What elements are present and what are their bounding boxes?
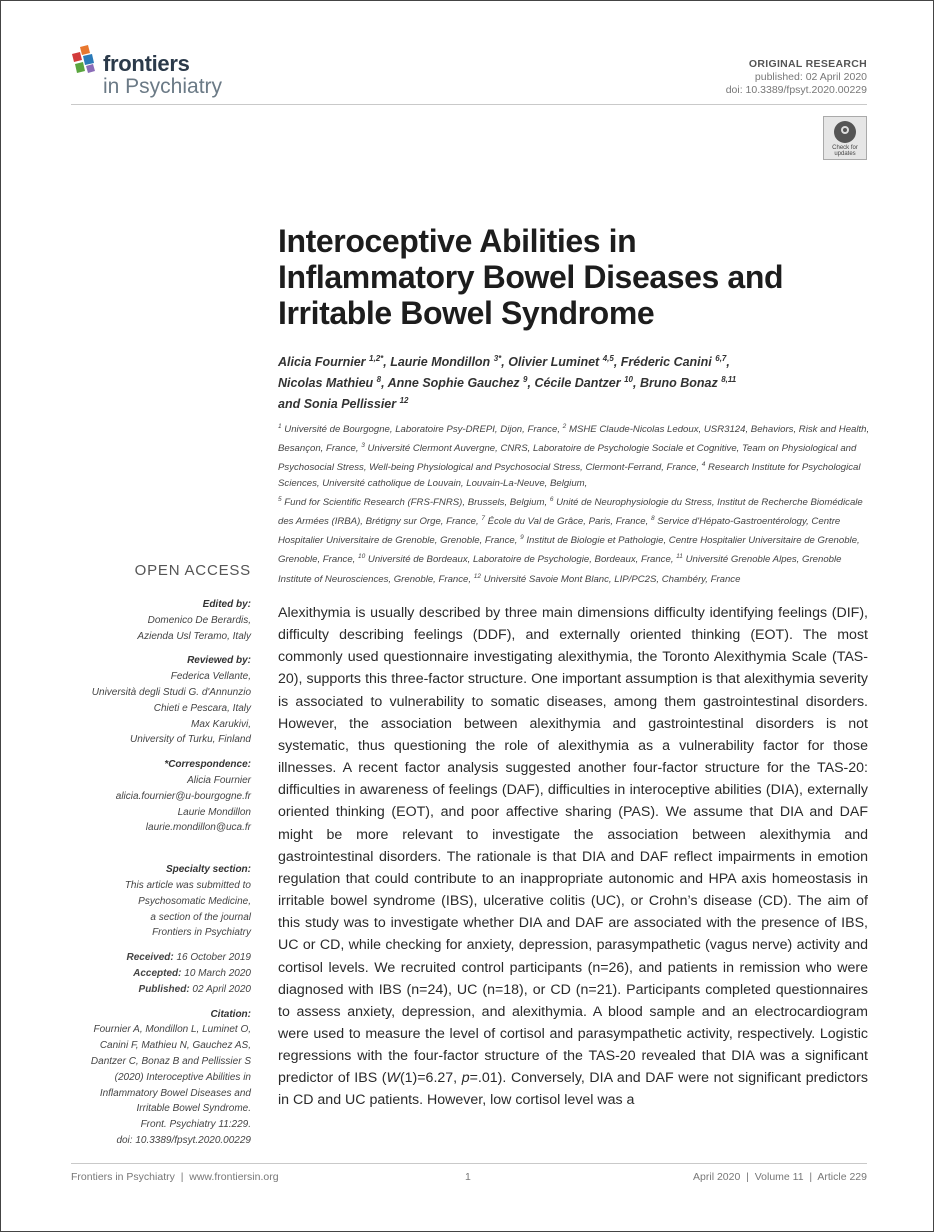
specialty-section-block (61, 862, 251, 941)
check-updates-label: Check for updates (832, 145, 858, 157)
editor-affiliation: Azienda Usl Teramo, Italy (137, 630, 251, 642)
title-line: Irritable Bowel Syndrome (278, 295, 655, 331)
correspondent-name: Alicia Fournier (187, 774, 251, 786)
footer-journal-site[interactable]: Frontiers in Psychiatry | www.frontiersin.org (71, 1171, 279, 1183)
citation-text: Front. Psychiatry 11:229. (140, 1119, 251, 1131)
citation-doi-link[interactable]: doi: 10.3389/fpsyt.2020.00229 (116, 1134, 251, 1146)
author[interactable]: Fréderic Canini $^{6,7}$, (620, 354, 730, 370)
citation-label: Citation: (210, 1008, 251, 1020)
citation-text: (2020) Interoceptive Abilities in (114, 1071, 251, 1083)
journal-logo[interactable] (71, 43, 271, 101)
reviewer-affiliation: Chieti e Pescara, Italy (153, 702, 251, 714)
reviewed-by-label: Reviewed by: (187, 655, 251, 667)
editor-name: Domenico De Berardis, (147, 614, 251, 626)
abstract-text: Alexithymia is usually described by three main dimensions difficulty identifying feelings (DIF), difficulty describing feelings (DDF), and externally oriented thinking (EOT). The most commonly used questionnaire investigating alexithymia, the Toronto Alexithymia Scale (TAS-20), supports this three-factor structure. One important assumption is that alexithymia severity is associated to vulnerability to somatic diseases, among them gastrointestinal disorders. However, the association between alexithymia and gastrointestinal disorders is not systematic, thus questioning the role of alexithymia as a vulnerability factor for those illnesses. A recent factor analysis suggested another four-factor structure for the TAS-20: difficulties in awareness of feelings (DAF), difficulties in interoceptive abilities (DIA), externally oriented thinking (EOT), and poor affective sharing (PAS). We assume that DIA and DAF might be more relevant to investigate the association between alexithymia and gastrointestinal disorders. The rationale is that DIA and DAF reflect impairments in emotion regulation that could contribute to an inappropriate autonomic and HPA axis homeostasis in irritable bowel syndrome (IBS), ulcerative colitis (UC), or Crohn’s disease (CD). The aim of this study was to investigate whether DIA and DAF are associated with the presence of IBS, UC or CD, while checking for anxiety, depression, parasympathetic (vagus nerve) activity and cortisol levels. We recruited control participants (n=26), and patients in remission who were diagnosed with IBS (n=24), UC (n=18), or CD (n=21). Participants completed questionnaires to assess anxiety, depression, and alexithymia. A blood sample and an electrocardiogram were used to measure the level of cortisol and parasympathetic activity, respectively. Logistic regressions with the four-factor structure of the TAS-20 revealed that DIA was a significant predictor of IBS ( (278, 605, 868, 1087)
specialty-text: Frontiers in Psychiatry (152, 927, 251, 939)
author[interactable]: and Sonia Pellissier $^{12}$ (278, 396, 409, 412)
reviewer-name: Max Karukivi, (190, 718, 251, 730)
correspondent-name: Laurie Mondillon (177, 806, 251, 818)
reviewer-affiliation: Università degli Studi G. d'Annunzio (91, 686, 251, 698)
open-access-label: OPEN ACCESS (134, 562, 251, 579)
article-sidebar (61, 597, 251, 1158)
abstract-text: =.01). Conversely, DIA and DAF were not significant predictors in CD and UC patients. However, low cortisol level was a (278, 1070, 868, 1109)
article-title (278, 223, 878, 331)
correspondent-email-link[interactable]: alicia.fournier@u-bourgogne.fr (115, 790, 251, 802)
stat-symbol: W (386, 1070, 400, 1087)
reviewer-name: Federica Vellante, (170, 671, 251, 683)
author[interactable]: Laurie Mondillon $^{3*}$, (390, 354, 509, 370)
published-date-sidebar: Published: 02 April 2020 (138, 983, 251, 995)
reviewer-affiliation: University of Turku, Finland (130, 734, 251, 746)
author[interactable]: Anne Sophie Gauchez $^9$, (387, 375, 535, 391)
author[interactable]: Olivier Luminet $^{4,5}$, (508, 354, 621, 370)
citation-block (61, 1007, 251, 1149)
citation-text: Inflammatory Bowel Diseases and (99, 1087, 251, 1099)
frontiers-logo-icon (71, 45, 101, 79)
accepted-date: Accepted: 10 March 2020 (133, 967, 251, 979)
dates-block (61, 950, 251, 997)
check-updates-icon (834, 121, 856, 143)
correspondence-block (61, 757, 251, 836)
affiliations: $^1$ Université de Bourgogne, Laboratoire Psy-DREPI, Dijon, France, $^2$ MSHE Claude-Nicolas Ledoux, USR3124, Behaviors, Risk and Health, Besançon, France, $^3$ Université Clermont Auvergne, CNRS, Laboratoire de Psychologie Sociale et Cognitive, Team on Physiological and Psychosocial Stress, Well-being Physiological and Psychosocial Stress, Clermont-Ferrand, France, $^4$ Research Institute for Psychological Sciences, Université catholique de Louvain, Louvain-La-Neuve, Belgium, $^5$ Fund for Scientific Research (FRS-FNRS), Brussels, Belgium, $^6$ Unité de Neurophysiologie du Stress, Institut de Recherche Biomédicale des Armées (IRBA), Brétigny sur Orge, France, $^7$ École du Val de Grâce, Paris, France, $^8$ Service d'Hépato-Gastroentérology, Centre Hospitalier Universitaire de Grenoble, Grenoble, France, $^9$ Institut de Biologie et Pathologie, Centre Hospitalier Universitaire de Grenoble, Grenoble, France, $^{10}$ Université de Bordeaux, Laboratoire de Psychologie, Bordeaux, France, $^{11}$ Université Grenoble Alpes, Grenoble Institute of Neurosciences, Grenoble, France, $^{12}$ Université Savoie Mont Blanc, LIP/PC2S, Chambéry, France (278, 423, 870, 585)
edited-by-label: Edited by: (202, 599, 251, 610)
stat-symbol: p (461, 1070, 470, 1087)
correspondent-email-link[interactable]: laurie.mondillon@uca.fr (145, 822, 251, 834)
article-type: ORIGINAL RESEARCH (748, 58, 867, 70)
reviewed-by-block (61, 653, 251, 748)
abstract (278, 602, 868, 1112)
citation-text: Dantzer C, Bonaz B and Pellissier S (90, 1055, 251, 1067)
journal-name: in Psychiatry (103, 75, 223, 98)
citation-text: Fournier A, Mondillon L, Luminet O, (93, 1024, 251, 1036)
footer-issue-info: April 2020 | Volume 11 | Article 229 (693, 1171, 867, 1183)
page-number: 1 (465, 1171, 471, 1183)
doi-link[interactable]: doi: 10.3389/fpsyt.2020.00229 (725, 84, 867, 96)
author[interactable]: Alicia Fournier $^{1,2*}$, (278, 354, 391, 370)
title-line: Interoceptive Abilities in (278, 223, 637, 259)
author[interactable]: Nicolas Mathieu $^8$, (278, 375, 388, 391)
author[interactable]: Cécile Dantzer $^{10}$, (534, 375, 640, 391)
published-date: published: 02 April 2020 (754, 71, 867, 83)
author[interactable]: Bruno Bonaz $^{8,11}$ (639, 375, 737, 391)
received-date: Received: 16 October 2019 (126, 952, 251, 964)
header-divider (71, 104, 867, 105)
citation-text: Irritable Bowel Syndrome. (136, 1103, 251, 1115)
specialty-text: a section of the journal (150, 911, 251, 923)
article-meta (726, 58, 867, 97)
check-for-updates-button[interactable] (823, 116, 867, 160)
brand-name: frontiers (103, 51, 190, 76)
author-list (278, 350, 878, 413)
edited-by-block (61, 597, 251, 644)
footer-divider (71, 1163, 867, 1164)
correspondence-label: *Correspondence: (164, 759, 251, 771)
title-line: Inflammatory Bowel Diseases and (278, 259, 784, 295)
specialty-text: This article was submitted to (124, 879, 251, 891)
specialty-label: Specialty section: (165, 864, 251, 876)
specialty-text: Psychosomatic Medicine, (138, 895, 251, 907)
citation-text: Canini F, Mathieu N, Gauchez AS, (99, 1040, 251, 1052)
abstract-text: (1)=6.27, (399, 1070, 462, 1087)
